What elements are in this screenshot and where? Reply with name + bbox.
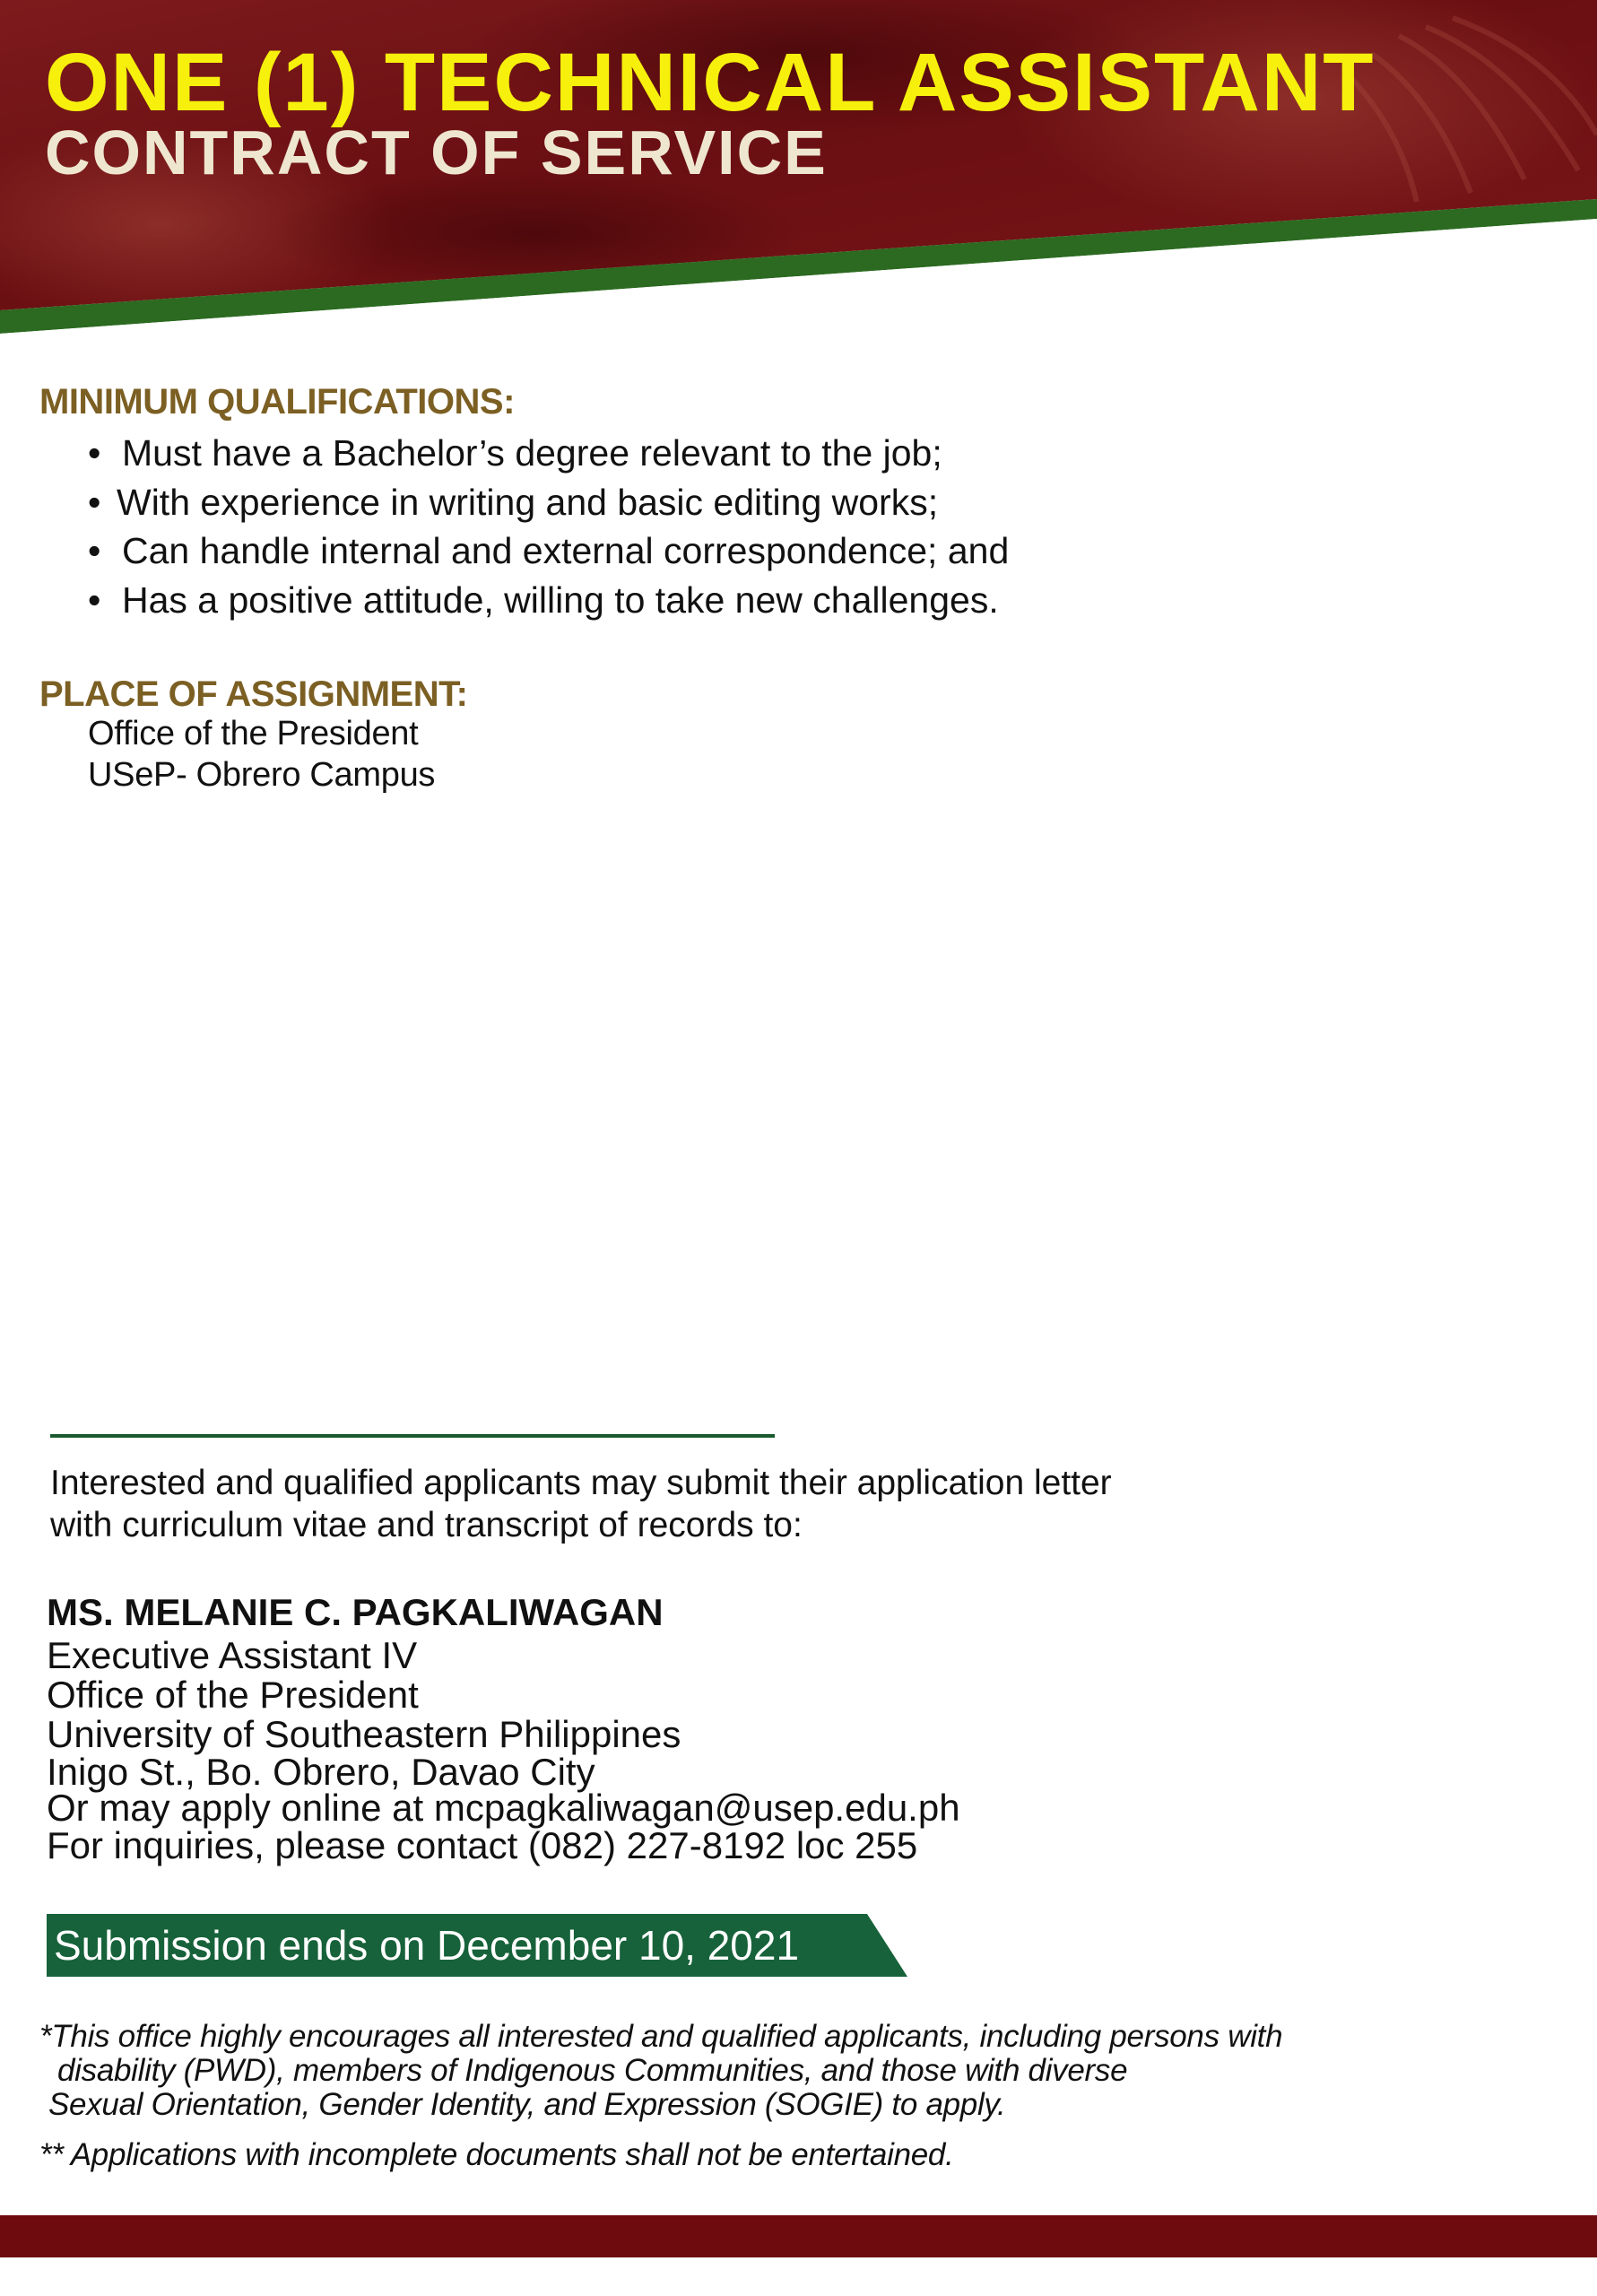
bullet-icon: • [88, 481, 101, 523]
contact-phone-line: For inquiries, please contact (082) 227-8192 loc 255 [47, 1824, 918, 1866]
incomplete-documents-note: ** Applications with incomplete documents shall not be entertained. [39, 2137, 954, 2172]
qualification-item: • Can handle internal and external correspondence; and [88, 526, 1009, 576]
application-instructions: Interested and qualified applicants may submit their application letter with curriculum vitae and transcript of records to: [50, 1464, 1112, 1544]
qualification-item: • Must have a Bachelor’s degree relevant to the job; [88, 429, 1009, 478]
job-title: ONE (1) TECHNICAL ASSISTANT [45, 37, 1376, 128]
qualification-item: • With experience in writing and basic editing works; [88, 478, 1009, 527]
contact-office: Office of the President [47, 1674, 419, 1716]
contact-position: Executive Assistant IV [47, 1634, 418, 1676]
assignment-office: Office of the President [88, 715, 419, 752]
assignment-campus: USeP- Obrero Campus [88, 756, 436, 794]
qualifications-heading: MINIMUM QUALIFICATIONS: [39, 382, 515, 422]
footer-bar [0, 2215, 1597, 2257]
contact-email-line: Or may apply online at mcpagkaliwagan@usep.edu.ph [47, 1787, 960, 1829]
assignment-details [88, 713, 435, 796]
contact-name: MS. MELANIE C. PAGKALIWAGAN [47, 1591, 664, 1633]
qualifications-list [88, 429, 1009, 624]
contact-block [47, 1589, 960, 1866]
assignment-heading: PLACE OF ASSIGNMENT: [39, 674, 468, 714]
contact-university: University of Southeastern Philippines [47, 1713, 681, 1755]
section-divider [50, 1434, 775, 1438]
contract-type: CONTRACT OF SERVICE [45, 117, 828, 187]
qualification-item: • Has a positive attitude, willing to take new challenges. [88, 576, 1009, 625]
contact-address: Inigo St., Bo. Obrero, Davao City [47, 1751, 595, 1793]
inclusion-footnote: *This office highly encourages all interested and qualified applicants, including persons with disability (PWD), members of Indigenous Communities, and those with diverse Sexual Orientation, Gender Identity, and Expression (SOGIE) to apply. [39, 2019, 1283, 2122]
bullet-icon: • [88, 530, 101, 571]
deadline-text: Submission ends on December 10, 2021 [54, 1922, 800, 1969]
bullet-icon: • [88, 578, 101, 621]
bullet-icon: • [88, 432, 101, 474]
